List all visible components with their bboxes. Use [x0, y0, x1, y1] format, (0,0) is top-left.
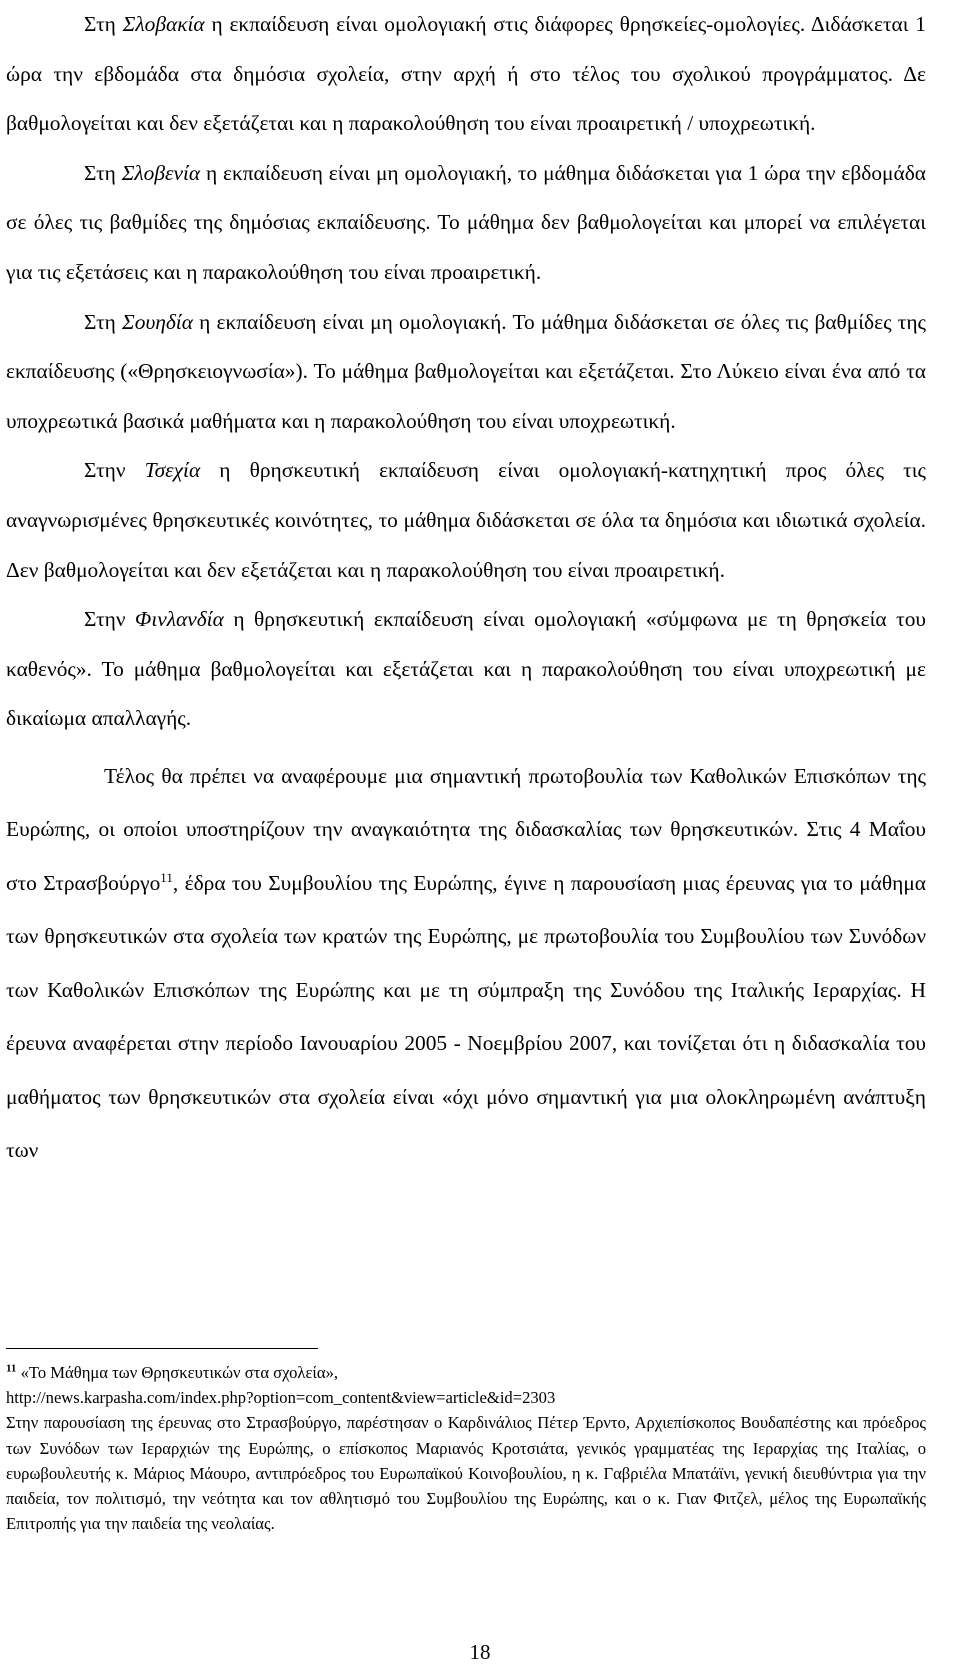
- country-name: Τσεχία: [144, 458, 201, 483]
- footnote-title: «Το Μάθημα των Θρησκευτικών στα σχολεία»,: [20, 1363, 339, 1382]
- paragraph-lead: Στην: [84, 458, 145, 483]
- page-number: 18: [469, 1640, 491, 1664]
- paragraph-lead: Στη: [84, 12, 123, 36]
- paragraph-text: η εκπαίδευση είναι μη ομολογιακή, το μάθημα διδάσκεται για 1 ώρα την εβδομάδα σε όλες τις βαθμίδες της δημόσιας εκπαίδευσης. Το μάθημα δεν βαθμολογείται και μπορεί να επιλέγεται για τις εξετάσεις και η παρακολούθηση του είναι προαιρετική.: [6, 160, 927, 284]
- footnote-title-line: [6, 1360, 926, 1385]
- paragraph-lead: Στη: [84, 309, 123, 334]
- paragraph-slovenia: [6, 149, 926, 298]
- paragraph-text: η εκπαίδευση είναι μη ομολογιακή. Το μάθημα διδάσκεται σε όλες τις βαθμίδες της εκπαίδευσης («Θρησκειογνωσία»). Το μάθημα βαθμολογείται και εξετάζεται. Στο Λύκειο είναι ένα από τα υποχρεωτικά βασικά μαθήματα και η παρακολούθηση του είναι υποχρεωτική.: [6, 309, 926, 433]
- footnote-text: Στην παρουσίαση της έρευνας στο Στρασβούργο, παρέστησαν ο Καρδινάλιος Πέτερ Έρντο, Αρχιεπίσκοπος Βουδαπέστης και πρόεδρος των Συνόδων των Ιεραρχιών της Ευρώπης, ο επίσκοπος Μαριανός Κροτσιάτα, γενικός γραμματέας της Ιεραρχίας της Ιταλίας, ο ευρωβουλευτής κ. Μάριος Μάουρο, αντιπρόεδρος του Ευρωπαϊκού Κοινοβουλίου, η κ. Γαβριέλα Μπατάϊνι, γενική διευθύντρια για την παιδεία, τον πολιτισμό, την νεότητα και τον αθλητισμό του Συμβουλίου της Ευρώπης, και ο κ. Γιαν Φιτζελ, μέλος της Ευρωπαϊκής Επιτροπής για την παιδεία της νεολαίας.: [6, 1413, 926, 1534]
- paragraph-text: η θρησκευτική εκπαίδευση είναι ομολογιακή-κατηχητική προς όλες τις αναγνωρισμένες θρησκευτικές κοινότητες, το μάθημα διδάσκεται σε όλα τα δημόσια και ιδιωτικά σχολεία. Δεν βαθμολογείται και δεν εξετάζεται και η παρακολούθηση του είναι προαιρετική.: [6, 458, 926, 582]
- paragraph-text: Τέλος θα πρέπει να αναφέρουμε μια σημαντική πρωτοβουλία των Καθολικών Επισκόπων της Ευρώπης, οι οποίοι υποστηρίζουν την αναγκαιότητα της διδασκαλίας των θρησκευτικών. Στις 4 Μαΐου στο Στρασβούργο: [6, 763, 926, 895]
- country-name: Σλοβακία: [122, 12, 205, 36]
- paragraph-conclusion: [6, 750, 926, 1178]
- paragraph-text: η θρησκευτική εκπαίδευση είναι ομολογιακή «σύμφωνα με τη θρησκεία του καθενός». Το μάθημα βαθμολογείται και εξετάζεται και η παρακολούθηση του είναι υποχρεωτική με δικαίωμα απαλλαγής.: [6, 607, 926, 731]
- paragraph-text: , έδρα του Συμβουλίου της Ευρώπης, έγινε η παρουσίαση μιας έρευνας για το μάθημα των θρησκευτικών στα σχολεία των κρατών της Ευρώπης, με πρωτοβουλία του Συμβουλίου των Συνόδων των Καθολικών Επισκόπων της Ευρώπης και με τη σύμπραξη της Συνόδου της Ιταλικής Ιεραρχίας. Η έρευνα αναφέρεται στην περίοδο Ιανουαρίου 2005 - Νοεμβρίου 2007, και τονίζεται ότι η διδασκαλία του μαθήματος των θρησκευτικών στα σχολεία είναι «όχι μόνο σημαντική για μια ολοκληρωμένη ανάπτυξη των: [6, 870, 926, 1163]
- paragraph-lead: Στη: [84, 160, 122, 185]
- body-text: [6, 0, 926, 1178]
- paragraph-lead: Στην: [84, 607, 136, 632]
- footnote-divider: [6, 1348, 318, 1349]
- paragraph-text: η εκπαίδευση είναι ομολογιακή στις διάφορες θρησκείες-ομολογίες. Διδάσκεται 1 ώρα την εβδομάδα στα δημόσια σχολεία, στην αρχή ή στο τέλος του σχολικού προγράμματος. Δε βαθμολογείται και δεν εξετάζεται και η παρακολούθηση του είναι προαιρετική / υποχρεωτική.: [6, 12, 926, 136]
- country-name: Σλοβενία: [121, 160, 201, 185]
- footnotes: [6, 1360, 926, 1536]
- country-name: Φινλανδία: [135, 607, 224, 632]
- footnote-reference: 11: [160, 869, 173, 885]
- paragraph-slovakia: [6, 0, 926, 149]
- footnote-number: 11: [6, 1362, 17, 1375]
- paragraph-czechia: [6, 446, 926, 595]
- country-name: Σουηδία: [122, 309, 193, 334]
- paragraph-finland: [6, 595, 926, 744]
- footnote-url: http://news.karpasha.com/index.php?option=com_content&view=article&id=2303: [6, 1388, 556, 1408]
- paragraph-sweden: [6, 298, 926, 447]
